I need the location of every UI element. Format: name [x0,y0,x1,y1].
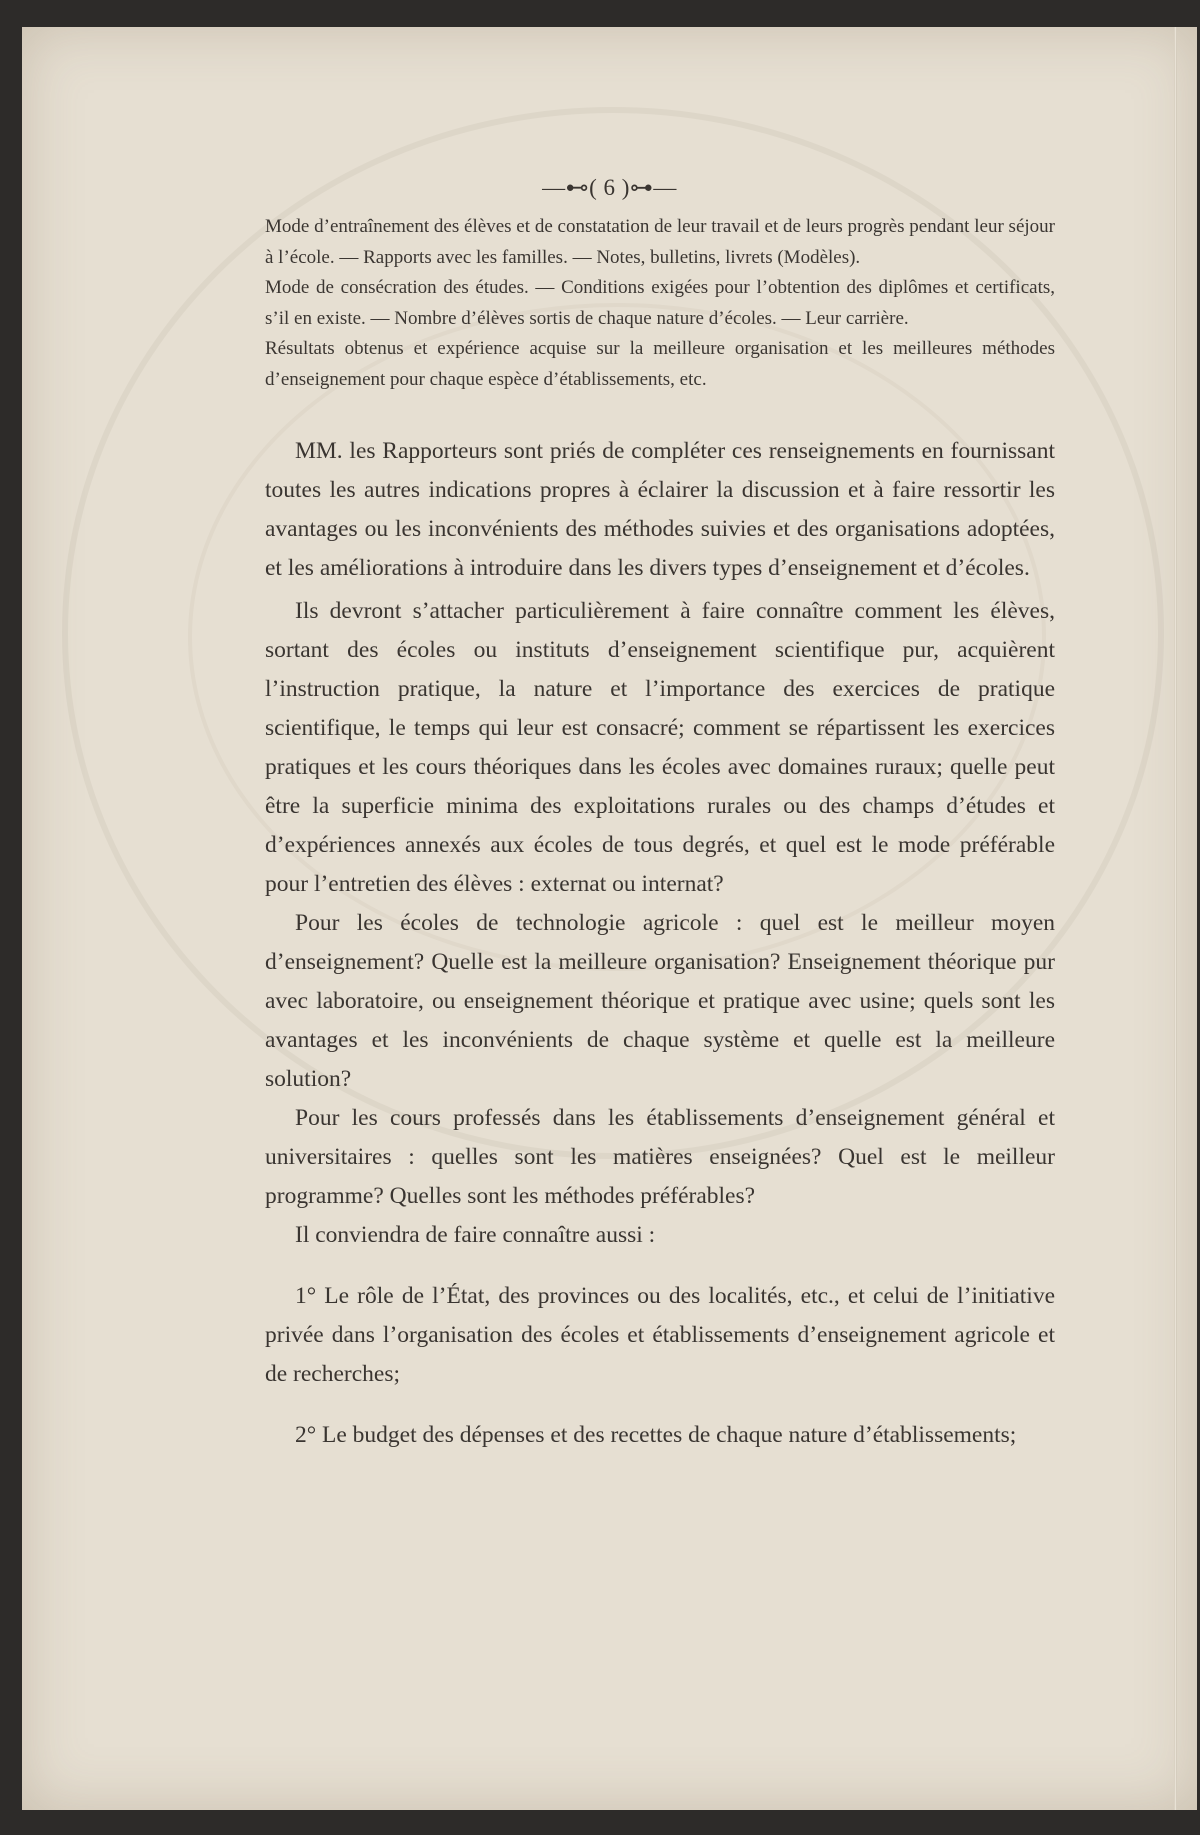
page-fold [1174,27,1177,1810]
intro-paragraph: Mode de consécration des études. — Conditions exigées pour l’obtention des diplômes et certificats, s’il en existe. — Nombre d’élèves sortis de chaque nature d’écoles. — Leur carrière. [265,277,1055,329]
document-page [22,27,1197,1810]
page-number: —⊷( 6 )⊶— [542,175,677,200]
body-paragraph: Pour les cours professés dans les établissements d’enseignement général et universitaires : quelles sont les matières enseignées? Quel est le meilleur programme? Quelles sont les méthodes préférables? [265,1105,1055,1209]
body-paragraph: MM. les Rapporteurs sont priés de compléter ces renseignements en fournissant toutes les autres indications propres à éclairer la discussion et à faire ressortir les avantages ou les inconvénients des méthodes suivies et des organisations adoptées, et les améliorations à introduire dans les divers types d’enseignement et d’écoles. [265,438,1055,581]
numbered-item: 1° Le rôle de l’État, des provinces ou des localités, etc., et celui de l’initiative privée dans l’organisation des écoles et établissements d’enseignement agricole et de recherches; [265,1283,1055,1387]
body-paragraph: Pour les écoles de technologie agricole : quel est le meilleur moyen d’enseignement? Quelle est la meilleure organisation? Enseignement théorique pur avec laboratoire, ou enseignement théorique et pratique avec usine; quels sont les avantages et les inconvénients de chaque système et quelle est la meilleure solution? [265,910,1055,1092]
intro-paragraph: Mode d’entraînement des élèves et de constatation de leur travail et de leurs progrès pendant leur séjour à l’école. — Rapports avec les familles. — Notes, bulletins, livrets (Modèles). [265,216,1055,268]
body-paragraph: Ils devront s’attacher particulièrement à faire connaître comment les élèves, sortant des écoles ou instituts d’enseignement scientifique pur, acquièrent l’instruction pratique, la nature et l’importance des exercices de pratique scientifique, le temps qui leur est consacré; comment se répartissent les exercices pratiques et les cours théoriques dans les écoles avec domaines ruraux; quelle peut être la superficie minima des exploitations rurales ou des champs d’études et d’expériences annexés aux écoles de tous degrés, et quel est le mode préférable pour l’entretien des élèves : externat ou internat? [265,598,1055,897]
intro-block [265,212,1055,395]
numbered-item: 2° Le budget des dépenses et des recettes de chaque nature d’établissements; [295,1422,1017,1448]
body-paragraph: Il conviendra de faire connaître aussi : [295,1222,656,1248]
intro-paragraph: Résultats obtenus et expérience acquise sur la meilleure organisation et les meilleures méthodes d’enseignement pour chaque espèce d’établissements, etc. [265,338,1055,390]
body-block [265,432,1055,1455]
